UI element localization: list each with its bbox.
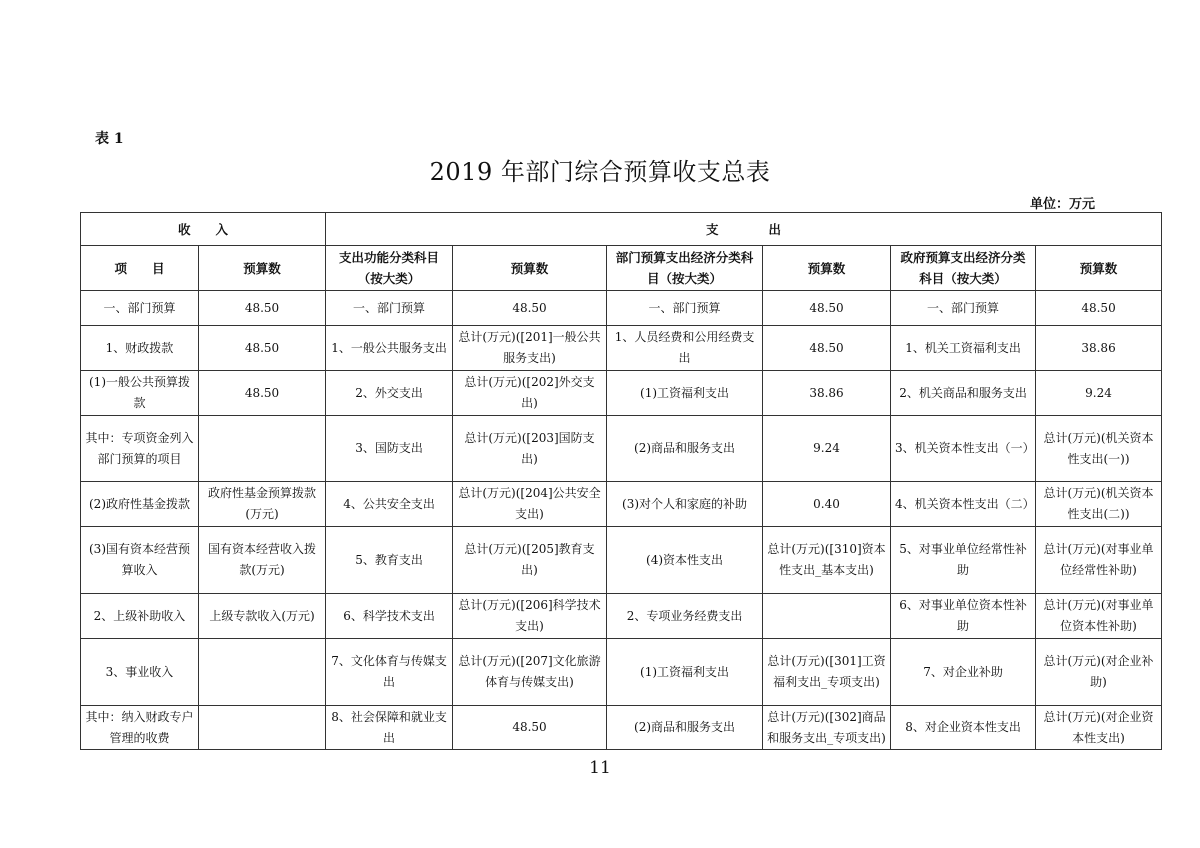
table-cell: (3)国有资本经营预算收入 <box>81 527 199 594</box>
table-cell: 48.50 <box>199 326 326 371</box>
column-header: 预算数 <box>763 246 891 291</box>
table-cell: (2)政府性基金拨款 <box>81 482 199 527</box>
table-cell: 9.24 <box>1036 371 1162 416</box>
table-cell: 38.86 <box>1036 326 1162 371</box>
table-cell: 6、科学技术支出 <box>326 594 453 639</box>
table-cell: 9.24 <box>763 416 891 482</box>
table-cell: 总计(万元)([301]工资福利支出_专项支出) <box>763 639 891 706</box>
table-cell: 3、国防支出 <box>326 416 453 482</box>
table-cell: 48.50 <box>1036 291 1162 326</box>
table-cell: 7、对企业补助 <box>891 639 1036 706</box>
table-cell: 1、一般公共服务支出 <box>326 326 453 371</box>
table-cell <box>199 416 326 482</box>
table-cell: 一、部门预算 <box>891 291 1036 326</box>
column-header: 预算数 <box>453 246 607 291</box>
table-cell: 7、文化体育与传媒支出 <box>326 639 453 706</box>
table-cell: 4、公共安全支出 <box>326 482 453 527</box>
page-title: 2019 年部门综合预算收支总表 <box>429 158 771 186</box>
unit-label: 单位：万元 <box>1030 197 1096 212</box>
table-cell: 4、机关资本性支出（二） <box>891 482 1036 527</box>
table-row <box>81 482 1162 527</box>
table-cell: 总计(万元)(对事业单位资本性补助) <box>1036 594 1162 639</box>
table-cell: 8、对企业资本性支出 <box>891 706 1036 750</box>
table-cell: (4)资本性支出 <box>607 527 763 594</box>
income-header: 收 入 <box>81 213 326 246</box>
table-cell: 48.50 <box>453 291 607 326</box>
page-number: 11 <box>589 758 611 778</box>
table-cell: 总计(万元)([203]国防支出) <box>453 416 607 482</box>
table-cell: 其中：专项资金列入部门预算的项目 <box>81 416 199 482</box>
table-cell: 总计(万元)([206]科学技术支出) <box>453 594 607 639</box>
table-cell: 总计(万元)(对事业单位经常性补助) <box>1036 527 1162 594</box>
table-cell: 一、部门预算 <box>81 291 199 326</box>
table-cell: 1、机关工资福利支出 <box>891 326 1036 371</box>
table-cell: 2、机关商品和服务支出 <box>891 371 1036 416</box>
clipped-cell-text: 总计(万元)([302]商品和服务支出_专项支出) <box>767 709 886 745</box>
table-cell: 总计(万元)([205]教育支出) <box>453 527 607 594</box>
table-cell <box>199 706 326 750</box>
table-row <box>81 594 1162 639</box>
table-cell: 总计(万元)(对企业补助) <box>1036 639 1162 706</box>
table-cell: 3、事业收入 <box>81 639 199 706</box>
column-header: 支出功能分类科目（按大类） <box>326 246 453 291</box>
column-header: 预算数 <box>1036 246 1162 291</box>
column-header: 政府预算支出经济分类科目（按大类） <box>891 246 1036 291</box>
table-row <box>81 326 1162 371</box>
table-cell: 48.50 <box>453 706 607 750</box>
table-cell <box>763 706 891 750</box>
table-cell: 48.50 <box>199 291 326 326</box>
table-cell: 一、部门预算 <box>326 291 453 326</box>
table-cell: 3、机关资本性支出（一） <box>891 416 1036 482</box>
table-cell: 政府性基金预算拨款(万元) <box>199 482 326 527</box>
table-cell: 48.50 <box>199 371 326 416</box>
table-label: 表 1 <box>95 131 124 147</box>
table-cell: (1)一般公共预算拨款 <box>81 371 199 416</box>
table-cell: 总计(万元)([201]一般公共服务支出) <box>453 326 607 371</box>
table-cell: 5、教育支出 <box>326 527 453 594</box>
column-header: 项 目 <box>81 246 199 291</box>
table-cell: 48.50 <box>763 291 891 326</box>
table-cell: 总计(万元)(对企业资本性支出) <box>1036 706 1162 750</box>
table-cell: 2、外交支出 <box>326 371 453 416</box>
column-header: 部门预算支出经济分类科目（按大类） <box>607 246 763 291</box>
table-cell: 其中：纳入财政专户管理的收费 <box>81 706 199 750</box>
table-row <box>81 706 1162 750</box>
table-cell: (2)商品和服务支出 <box>607 416 763 482</box>
table-cell: 5、对事业单位经常性补助 <box>891 527 1036 594</box>
budget-table <box>80 212 1162 750</box>
table-cell: (2)商品和服务支出 <box>607 706 763 750</box>
table-cell <box>763 594 891 639</box>
column-header: 预算数 <box>199 246 326 291</box>
table-cell: 6、对事业单位资本性补助 <box>891 594 1036 639</box>
table-cell: 1、人员经费和公用经费支出 <box>607 326 763 371</box>
table-cell: 总计(万元)([202]外交支出) <box>453 371 607 416</box>
table-cell: 国有资本经营收入拨款(万元) <box>199 527 326 594</box>
table-cell: 38.86 <box>763 371 891 416</box>
table-cell: 2、上级补助收入 <box>81 594 199 639</box>
header-row-columns <box>81 246 1162 291</box>
table-cell: 总计(万元)([207]文化旅游体育与传媒支出) <box>453 639 607 706</box>
table-cell: (1)工资福利支出 <box>607 639 763 706</box>
table-cell: 总计(万元)(机关资本性支出(一)) <box>1036 416 1162 482</box>
table-row <box>81 416 1162 482</box>
expense-header: 支 出 <box>326 213 1162 246</box>
table-cell: 0.40 <box>763 482 891 527</box>
table-cell: 总计(万元)([310]资本性支出_基本支出) <box>763 527 891 594</box>
table-cell <box>199 639 326 706</box>
table-cell: 8、社会保障和就业支出 <box>326 706 453 750</box>
table-row <box>81 527 1162 594</box>
table-row <box>81 371 1162 416</box>
table-row <box>81 639 1162 706</box>
table-cell: 1、财政拨款 <box>81 326 199 371</box>
table-row <box>81 291 1162 326</box>
header-row-group <box>81 213 1162 246</box>
table-cell: (3)对个人和家庭的补助 <box>607 482 763 527</box>
table-cell: 2、专项业务经费支出 <box>607 594 763 639</box>
table-cell: 总计(万元)([204]公共安全支出) <box>453 482 607 527</box>
table-cell: 上级专款收入(万元) <box>199 594 326 639</box>
table-cell: 48.50 <box>763 326 891 371</box>
table-cell: 一、部门预算 <box>607 291 763 326</box>
table-cell: (1)工资福利支出 <box>607 371 763 416</box>
table-cell: 总计(万元)(机关资本性支出(二)) <box>1036 482 1162 527</box>
